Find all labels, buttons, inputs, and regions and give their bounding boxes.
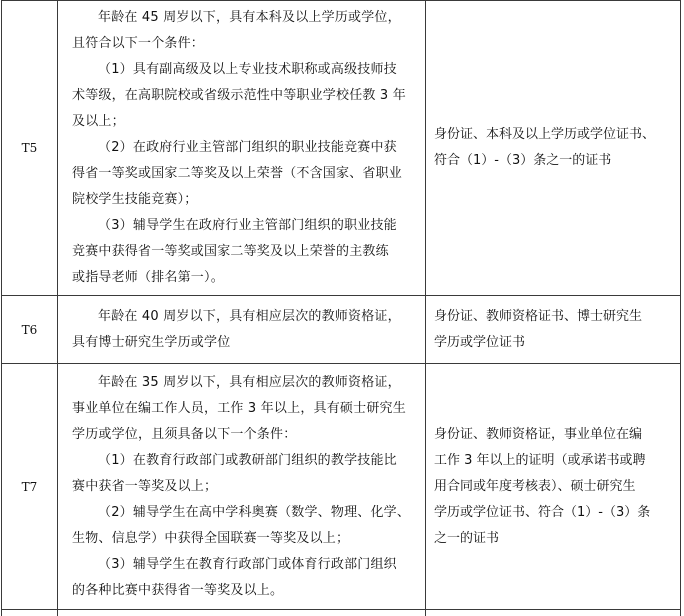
document-line: 符合（1）-（3）条之一的证书 bbox=[434, 153, 612, 168]
condition-line: 术等级，在高职院校或省级示范性中等职业学校任教 3 年 bbox=[72, 88, 406, 103]
document-line: 身份证、本科及以上学历或学位证书、 bbox=[434, 127, 656, 142]
condition-line: 竞赛中获得省一等奖或国家二等奖及以上荣誉的主教练 bbox=[72, 244, 389, 259]
condition-line: 或指导老师（排名第一）。 bbox=[72, 270, 224, 285]
level-code: T6 bbox=[2, 296, 58, 364]
document-line: 学历或学位证书 bbox=[434, 334, 526, 350]
documents-cell bbox=[426, 364, 681, 610]
condition-line: 及以上； bbox=[72, 114, 125, 129]
condition-line: 事业单位在编工作人员，工作 3 年以上，具有硕士研究生 bbox=[72, 400, 406, 416]
qualification-table bbox=[1, 0, 681, 616]
table-row-t5 bbox=[2, 1, 681, 296]
condition-line: （1）在教育行政部门或教研部门组织的教学技能比 bbox=[98, 452, 397, 468]
documents-cell bbox=[426, 1, 681, 296]
condition-line: 学历或学位，且须具备以下一个条件： bbox=[72, 426, 297, 442]
condition-line: （3）辅导学生在政府行业主管部门组织的职业技能 bbox=[98, 218, 397, 233]
documents-cell bbox=[426, 296, 681, 364]
document-line: 身份证、教师资格证，事业单位在编 bbox=[434, 426, 643, 442]
level-code: T7 bbox=[2, 364, 58, 610]
condition-line: 院校学生技能竞赛）； bbox=[72, 192, 198, 207]
empty-cell bbox=[426, 610, 681, 616]
table-row-cutoff bbox=[2, 610, 681, 616]
conditions-cell bbox=[58, 296, 426, 364]
condition-line: 且符合以下一个条件： bbox=[72, 36, 205, 51]
condition-line: （2）在政府行业主管部门组织的职业技能竞赛中获 bbox=[98, 140, 397, 155]
level-code: T5 bbox=[2, 1, 58, 296]
condition-line: 赛中获省一等奖及以上； bbox=[72, 478, 218, 494]
document-line: 学历或学位证书、符合（1）-（3）条 bbox=[434, 504, 651, 520]
table-row-t7 bbox=[2, 364, 681, 610]
document-line: 之一的证书 bbox=[434, 530, 500, 546]
condition-line: 得省一等奖或国家二等奖及以上荣誉（不含国家、省职业 bbox=[72, 166, 403, 181]
conditions-cell bbox=[58, 364, 426, 610]
condition-line: 的各种比赛中获得省一等奖及以上。 bbox=[72, 582, 284, 598]
condition-line: （2）辅导学生在高中学科奥赛（数学、物理、化学、 bbox=[98, 504, 411, 520]
empty-cell bbox=[2, 610, 58, 616]
condition-line: 年龄在 45 周岁以下，具有本科及以上学历或学位， bbox=[98, 10, 401, 25]
condition-line: 生物、信息学）中获得全国联赛一等奖及以上； bbox=[72, 530, 350, 546]
condition-line: （3）辅导学生在教育行政部门或体育行政部门组织 bbox=[98, 556, 397, 572]
conditions-cell bbox=[58, 1, 426, 296]
condition-line: 年龄在 35 周岁以下，具有相应层次的教师资格证， bbox=[98, 374, 401, 390]
empty-cell bbox=[58, 610, 426, 616]
document-line: 身份证、教师资格证书、博士研究生 bbox=[434, 308, 643, 324]
document-line: 工作 3 年以上的证明（或承诺书或聘 bbox=[434, 452, 646, 468]
document-line: 用合同或年度考核表）、硕士研究生 bbox=[434, 478, 636, 494]
condition-line: （1）具有副高级及以上专业技术职称或高级技师技 bbox=[98, 62, 397, 77]
condition-line: 具有博士研究生学历或学位 bbox=[72, 334, 231, 350]
table-row-t6 bbox=[2, 296, 681, 364]
condition-line: 年龄在 40 周岁以下，具有相应层次的教师资格证， bbox=[98, 308, 401, 324]
